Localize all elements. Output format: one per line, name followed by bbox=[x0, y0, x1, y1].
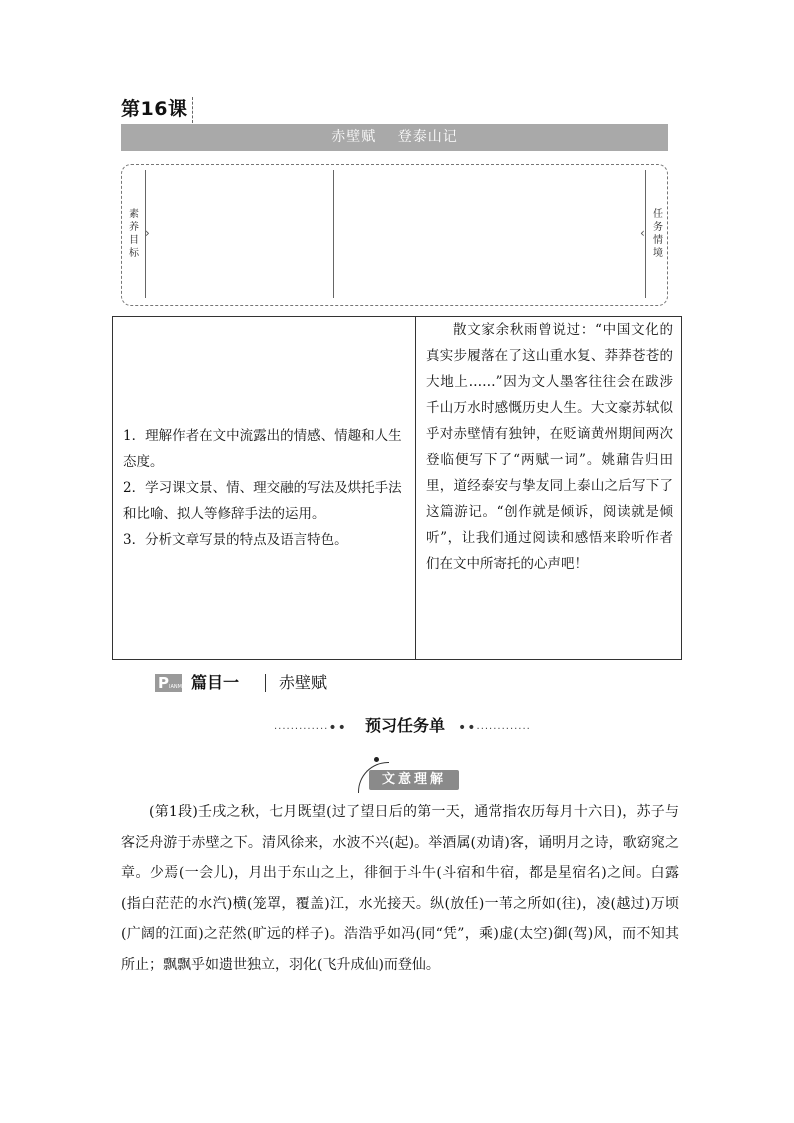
paragraph-block bbox=[121, 797, 679, 980]
goal-item: 2．学习课文景、情、理交融的写法及烘托手法和比喻、拟人等修辞手法的运用。 bbox=[123, 480, 402, 522]
dots-left-decoration: ·············•• bbox=[274, 720, 347, 736]
paragraph-1: (第1段)壬戌之秋，七月既望(过了望日后的第一天，通常指农历每月十六日)，苏子与客泛舟游于赤壁之下。清风徐来，水波不兴(起)。举酒属(劝请)客，诵明月之诗，歌窈窕之章。少焉(一会儿)，月出于东山之上，徘徊于斗牛(斗宿和牛宿，都是星宿名)之间。白露(指白茫茫的水汽)横(笼罩，覆盖)江，水光接天。纵(放任)一苇之所如(往)，凌(越过)万顷(广阔的江面)之茫然(旷远的样子)。浩浩乎如冯(同“凭”，乘)虚(太空)御(驾)风，而不知其所止；飘飘乎如遗世独立，羽化(飞升成仙)而登仙。 bbox=[121, 804, 679, 973]
banner-title-2: 登泰山记 bbox=[397, 129, 458, 145]
section-name: 赤壁赋 bbox=[279, 673, 328, 692]
framework-box bbox=[121, 164, 668, 306]
box-divider-right bbox=[645, 170, 646, 298]
chevron-right-icon: › bbox=[145, 226, 150, 240]
goals-table bbox=[112, 316, 682, 660]
right-box-label: 任务情境 bbox=[653, 209, 663, 259]
banner-title-1: 赤壁赋 bbox=[331, 129, 377, 145]
section-label: 篇目一 bbox=[191, 673, 240, 692]
box-divider-middle bbox=[333, 170, 334, 298]
lesson-title: 第16课 bbox=[121, 98, 188, 120]
section-separator bbox=[265, 674, 266, 692]
chevron-left-icon: ‹ bbox=[640, 226, 645, 240]
title-divider bbox=[192, 97, 193, 123]
section-badge: PIANMU bbox=[155, 674, 182, 692]
task-title: 预习任务单 bbox=[365, 716, 446, 735]
left-box-label: 素养目标 bbox=[129, 209, 139, 259]
subsection-dot bbox=[374, 757, 379, 762]
goal-item: 3．分析文章写景的特点及语言特色。 bbox=[123, 532, 348, 548]
context-text: 散文家余秋雨曾说过：“中国文化的真实步履落在了这山重水复、莽莽苍苍的大地上……”因为文人墨客往往会在跋涉千山万水时感慨历史人生。大文豪苏轼似乎对赤壁情有独钟，在贬谪黄州期间两次登临便写下了“两赋一词”。姚鼐告归田里，道经泰安与挚友同上泰山之后写下了这篇游记。“创作就是倾诉，阅读就是倾听”，让我们通过阅读和感悟来聆听作者们在文中所寄托的心声吧！ bbox=[426, 322, 673, 572]
title-banner bbox=[121, 124, 668, 151]
context-cell bbox=[416, 317, 682, 660]
subsection-title: 文意理解 bbox=[369, 770, 459, 790]
goals-cell bbox=[113, 317, 416, 660]
dots-right-decoration: ••············· bbox=[458, 720, 531, 736]
goal-item: 1．理解作者在文中流露出的情感、情趣和人生态度。 bbox=[123, 428, 402, 470]
